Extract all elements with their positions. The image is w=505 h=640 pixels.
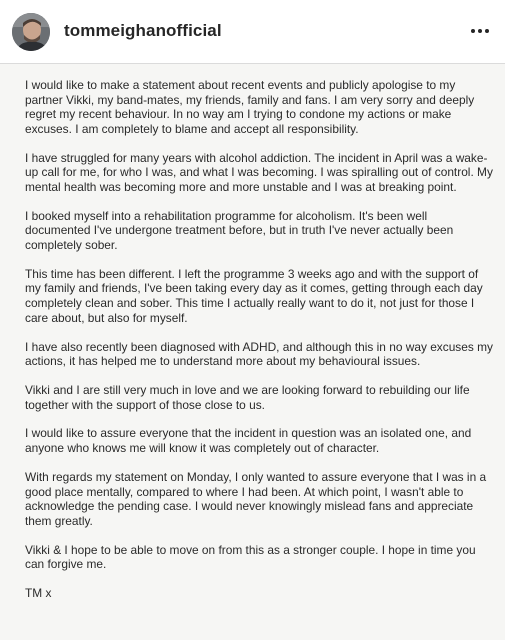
post-header xyxy=(0,0,505,64)
statement-paragraph: I would like to make a statement about recent events and publicly apologise to my partner Vikki, my band-mates, my friends, family and fans. I am very sorry and deeply regret my recent behaviour. In no way am I trying to condone my actions or make excuses. I am completely to blame and accept all responsibility. xyxy=(25,78,475,136)
statement-paragraph: I have struggled for many years with alcohol addiction. The incident in April was a wake-up call for me, for who I was, and what I was becoming. I was spiralling out of control. My mental health was becoming more and more unstable and I was at breaking point. xyxy=(25,150,493,194)
statement-paragraph: This time has been different. I left the programme 3 weeks ago and with the support of my family and friends, I've been taking every day as it comes, getting through each day completely clean and sober. This time I actually really want to do it, not just for those I care about, but also for myself. xyxy=(25,266,483,325)
profile-photo-icon xyxy=(12,13,50,51)
statement-signoff: TM x xyxy=(25,586,52,601)
statement-paragraph: Vikki & I hope to be able to move on from this as a stronger couple. I hope in time you can forgive me. xyxy=(25,542,476,572)
statement-paragraph: I have also recently been diagnosed with ADHD, and although this in no way excuses my actions, it has helped me to understand more about my behavioural issues. xyxy=(25,339,493,369)
statement-text xyxy=(25,78,495,615)
statement-paragraph: I booked myself into a rehabilitation programme for alcoholism. It's been well documented I've undergone treatment before, but in truth I've never actually been completely sober. xyxy=(25,208,454,252)
statement-paragraph: Vikki and I are still very much in love and we are looking forward to rebuilding our life together with the support of those close to us. xyxy=(25,382,470,412)
avatar[interactable] xyxy=(12,13,50,51)
statement-paragraph: I would like to assure everyone that the incident in question was an isolated one, and anyone who knows me will know it was completely out of character. xyxy=(25,426,472,456)
statement-paragraph: With regards my statement on Monday, I only wanted to assure everyone that I was in a good place mentally, compared to where I had been. At which point, I wasn't able to acknowledge the pending case. I would never knowingly mislead fans and appreciate them greatly. xyxy=(25,469,487,528)
post-image xyxy=(0,64,505,640)
more-horizontal-icon[interactable] xyxy=(467,18,493,44)
username[interactable]: tommeighanofficial xyxy=(64,21,222,40)
